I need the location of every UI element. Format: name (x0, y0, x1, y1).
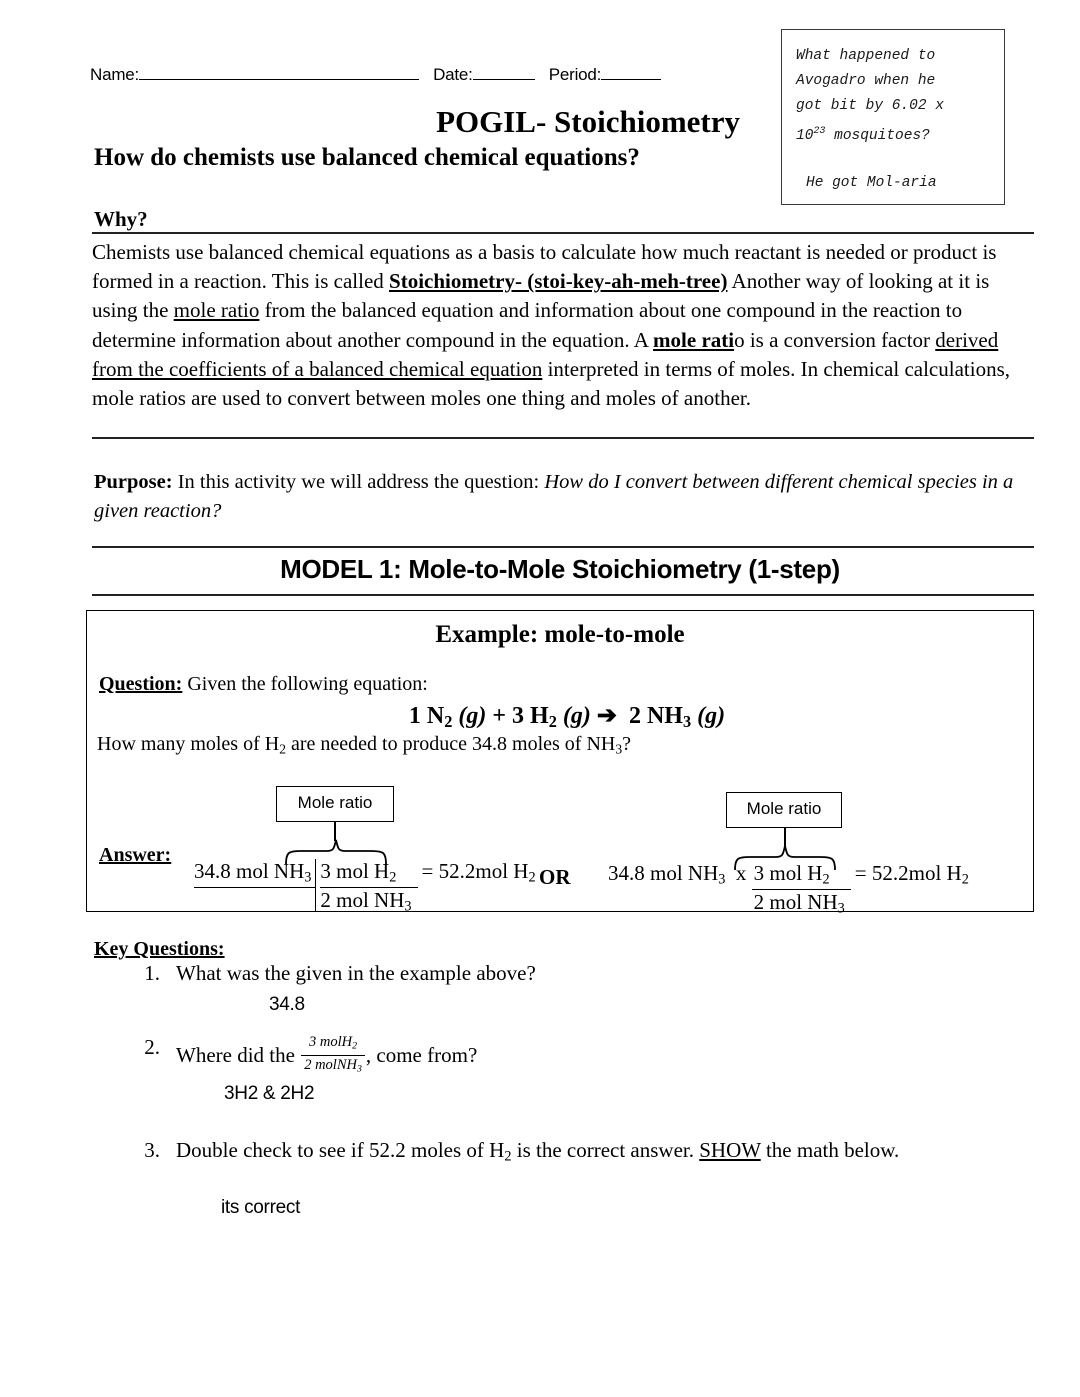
calc-result-left (418, 859, 536, 887)
kq2-den-sub: 3 (356, 1063, 362, 1075)
h2-state: (g) (562, 703, 591, 729)
date-label: Date: (433, 65, 473, 84)
why-text-4: o is a conversion factor (734, 327, 936, 352)
kq2-fraction-numerator (301, 1034, 365, 1056)
joke-line-1: What happened to (796, 48, 936, 64)
purpose-label: Purpose: (94, 471, 173, 493)
key-questions-heading: Key Questions: (94, 938, 225, 960)
result-sub: 2 (528, 869, 536, 886)
example-question-line (99, 673, 428, 696)
why-text-1: Chemists use balanced chemical equations as a basis to calculate how much reactant is needed or product is formed in a reaction. This is called (92, 240, 997, 294)
equation-plus: + (486, 703, 513, 729)
kq2-text-after: , come from? (365, 1042, 478, 1067)
key-question-3 (128, 1138, 899, 1166)
numerator-text-right: 3 mol H (753, 861, 823, 885)
question-text: Given the following equation: (182, 673, 428, 695)
mole-ratio-callout-right: Mole ratio (726, 792, 842, 828)
product-nh3 (628, 703, 726, 732)
given-sub-right: 3 (718, 871, 726, 888)
kq1-student-answer[interactable]: 34.8 (269, 994, 305, 1015)
ratio-denominator (320, 888, 417, 916)
example-title: Example: mole-to-mole (435, 621, 685, 648)
given-quantity (194, 859, 315, 888)
numerator-text: 3 mol H (320, 859, 390, 883)
ask-sub-1: 2 (279, 741, 286, 757)
multiply-symbol: x (735, 861, 747, 885)
model-1-heading: MODEL 1: Mole-to-Mole Stoichiometry (1-step) (280, 554, 840, 584)
h2-coefficient: 3 H (512, 703, 549, 729)
nh3-coefficient: 2 NH (628, 703, 683, 729)
n2-state: (g) (458, 703, 487, 729)
kq3-student-answer[interactable]: its correct (221, 1197, 301, 1218)
question-label: Question: (99, 673, 183, 695)
n2-subscript: 2 (444, 712, 453, 732)
given-text-right: 34.8 mol NH (608, 861, 719, 885)
kq3-text-a: Double check to see if 52.2 moles of H (176, 1138, 505, 1162)
period-label: Period: (548, 65, 602, 84)
given-quantity-right (608, 861, 726, 888)
name-label: Name: (90, 65, 140, 84)
joke-line-4-rest: mosquitoes? (834, 127, 930, 144)
ask-text-b: are needed to produce 34.8 moles of NH (286, 733, 616, 755)
n2-coefficient: 1 N (408, 703, 445, 729)
kq3-emphasis-show: SHOW (699, 1138, 761, 1162)
kq1-number: 1. (144, 961, 160, 985)
purpose-text: In this activity we will address the question: (172, 471, 545, 493)
kq3-text (176, 1138, 899, 1166)
kq2-number: 2. (144, 1035, 160, 1059)
period-input-blank[interactable] (601, 64, 661, 80)
purpose-block (94, 468, 1014, 526)
kq2-fraction (301, 1034, 365, 1078)
rule-above-model (92, 546, 1034, 548)
name-input-blank[interactable] (139, 64, 419, 80)
kq3-text-b: is the correct answer. (511, 1138, 700, 1162)
why-text-5: interpreted in terms of moles. In chemical calculations, mole ratios are used to convert between moles one thing and moles of another. (92, 356, 1010, 411)
joke-box (781, 29, 1005, 205)
why-term-stoichiometry: Stoichiometry- (stoi-key-ah-meh-tree) (389, 269, 728, 294)
calculation-inline-right (608, 861, 969, 917)
why-text-2: Another way of looking at it is using the (92, 269, 990, 323)
balanced-equation (87, 701, 1033, 732)
rule-below-model (92, 594, 1034, 596)
kq1-text: What was the given in the example above? (176, 961, 536, 985)
calculation-tchart-left (194, 859, 536, 915)
numerator-sub-right: 2 (822, 871, 830, 888)
tchart-divider (315, 859, 316, 911)
page-subtitle: How do chemists use balanced chemical equations? (94, 144, 640, 171)
joke-line-3: got bit by 6.02 x (796, 98, 944, 114)
ratio-numerator-right (752, 861, 851, 890)
kq3-text-c: the math below. (760, 1138, 900, 1162)
key-question-2 (128, 1035, 477, 1079)
mole-ratio-fraction (320, 859, 417, 915)
ask-text-a: How many moles of H (97, 733, 280, 755)
key-question-1 (128, 961, 536, 986)
kq2-num-sub: 2 (352, 1040, 358, 1052)
tchart (194, 859, 418, 915)
why-term-derived: derived from the coefficients of a balanced chemical equation (92, 327, 999, 381)
kq2-num-text: 3 molH (309, 1034, 353, 1050)
why-text-3: from the balanced equation and information about one compound in the reaction to determine information about another compound in the equation. A (92, 298, 963, 352)
why-heading: Why? (94, 207, 148, 231)
denominator-text: 2 mol NH (320, 887, 405, 912)
kq3-sub: 2 (504, 1148, 512, 1165)
result-text-right: = 52.2mol H (854, 861, 962, 885)
kq2-text-before: Where did the (176, 1042, 301, 1067)
given-text: 34.8 mol NH (194, 859, 305, 883)
reactant-h2 (512, 703, 591, 732)
result-text: = 52.2mol H (421, 859, 529, 883)
student-info-row (90, 64, 661, 85)
kq2-fraction-denominator (301, 1056, 365, 1077)
why-term-mole-rati: mole rati (653, 327, 735, 352)
kq3-number: 3. (144, 1138, 160, 1162)
ask-sub-2: 3 (615, 741, 623, 757)
joke-exponent-base: 10 (796, 127, 814, 144)
numerator-sub: 2 (389, 869, 397, 886)
rule-under-why-paragraph (92, 437, 1034, 439)
example-box (86, 610, 1034, 917)
kq2-text (176, 1035, 477, 1079)
or-separator: OR (539, 865, 571, 889)
page-title: POGIL- Stoichiometry (436, 104, 740, 139)
why-term-mole-ratio: mole ratio (173, 298, 260, 323)
nh3-state: (g) (697, 703, 726, 729)
given-sub: 3 (304, 869, 312, 886)
mole-ratio-fraction-right (752, 861, 851, 917)
kq2-student-answer[interactable]: 3H2 & 2H2 (224, 1083, 315, 1104)
reaction-arrow-icon: ➔ (596, 703, 617, 729)
why-paragraph (92, 238, 1034, 413)
result-sub-right: 2 (961, 871, 969, 888)
ratio-denominator-right (752, 890, 851, 918)
mole-ratio-callout-left: Mole ratio (276, 786, 394, 822)
answer-label: Answer: (99, 844, 172, 866)
example-ask-line (97, 733, 631, 757)
purpose-question: How do I convert between different chemical species in a given reaction? (94, 471, 1014, 522)
rule-under-why (92, 232, 1034, 234)
h2-subscript: 2 (548, 712, 557, 732)
calc-result-right (851, 861, 969, 889)
denominator-sub: 3 (404, 898, 412, 915)
joke-line-4 (796, 119, 992, 149)
ratio-numerator (320, 859, 417, 888)
date-input-blank[interactable] (473, 64, 535, 80)
denominator-sub-right: 3 (837, 900, 845, 917)
nh3-subscript: 3 (682, 712, 692, 732)
reactant-n2 (408, 703, 487, 732)
joke-punchline: He got Mol-aria (806, 174, 937, 191)
joke-exponent: 23 (813, 126, 826, 137)
denominator-text-right: 2 mol NH (753, 889, 838, 914)
kq2-den-text: 2 molNH (304, 1057, 357, 1074)
ask-text-c: ? (622, 733, 632, 755)
joke-line-2: Avogadro when he (796, 73, 936, 89)
